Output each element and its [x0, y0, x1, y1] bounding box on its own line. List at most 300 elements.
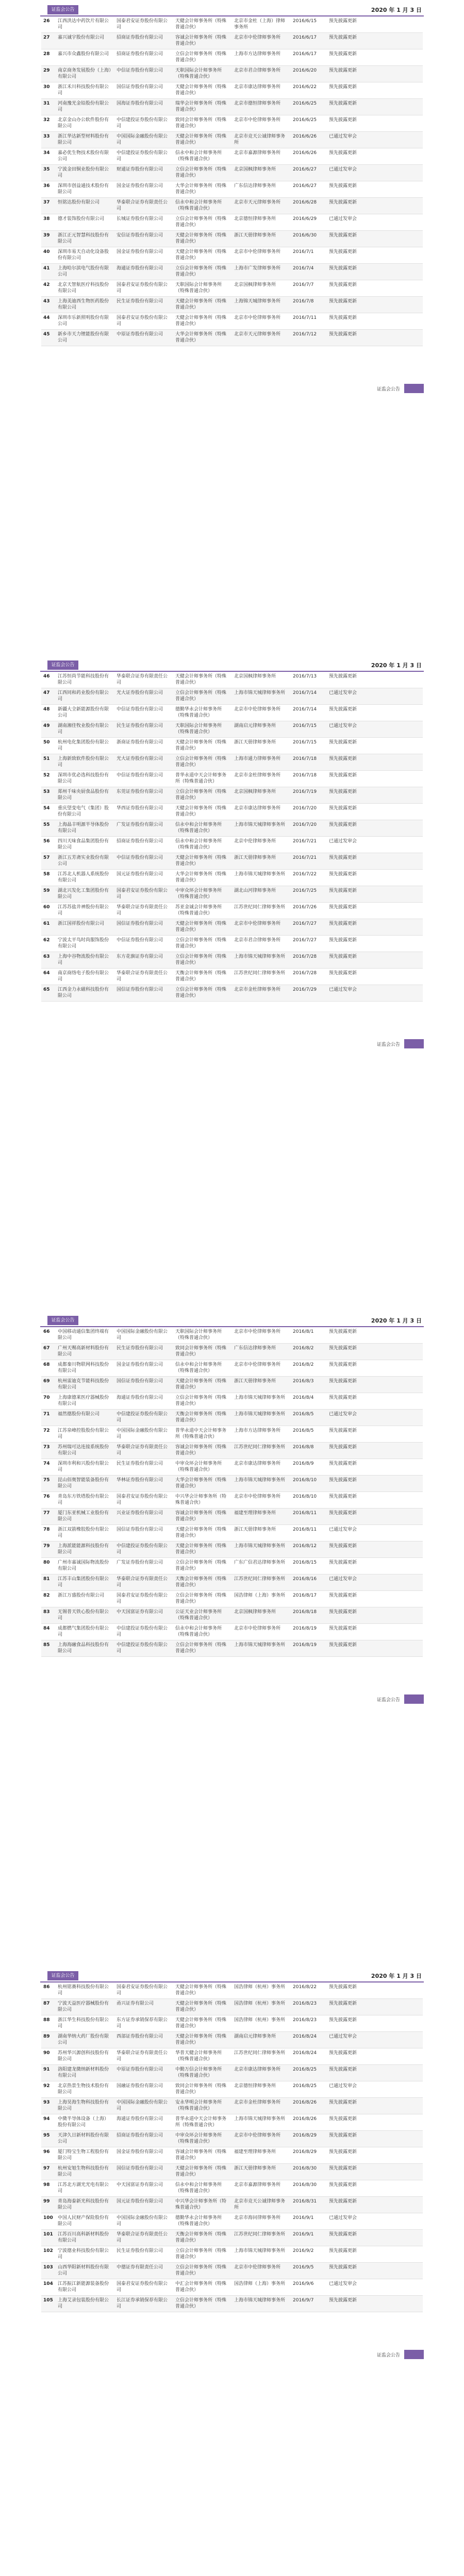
table-cell-col3: 民生证券股份有限公司	[117, 1346, 163, 1351]
table-cell-date: 2016/7/13	[293, 674, 317, 679]
table-cell-col5: 上海市锦天城律师事务所	[234, 1412, 286, 1417]
table-cell-status: 预先披露更新	[329, 1494, 357, 1499]
table-cell-col3: 华泰联合证券有限责任公司	[117, 1445, 168, 1456]
page-header	[40, 1968, 424, 1982]
table-cell-no: 93	[43, 2100, 50, 2105]
table-cell-name: 上海晶丰明源半导体股份有限公司	[58, 822, 109, 834]
table-cell-name: 浙江正元智慧科技股份有限公司	[58, 233, 109, 244]
table-cell-col5: 北京市海问律师事务所	[234, 2215, 281, 2221]
table-cell-name: 青岛东方铁塔股份有限公司	[58, 1494, 109, 1505]
table-cell-status: 预先披露更新	[329, 1379, 357, 1384]
table-cell-col3: 国泰君安证券股份有限公司	[117, 315, 168, 327]
table-cell-name: 重庆望变电气（集团）股份有限公司	[58, 806, 109, 817]
table-row	[41, 1360, 423, 1377]
table-cell-col5: 浙江天册律师事务所	[234, 1527, 276, 1532]
table-cell-name: 浙江禾川科技股份有限公司	[58, 84, 109, 96]
table-cell-col5: 北京市中伦律师事务所	[234, 315, 281, 320]
table-cell-col4: 天健会计师事务所（特殊普通合伙）	[175, 1985, 227, 1996]
table-cell-col3: 中天国富证券有限公司	[117, 1609, 163, 1615]
table-cell-col3: 华西证券股份有限公司	[117, 806, 163, 811]
table-row	[41, 2296, 423, 2312]
table-cell-col5: 北京市嘉源律师事务所	[234, 2182, 281, 2188]
table-row	[41, 2197, 423, 2213]
table-cell-no: 36	[43, 183, 50, 189]
table-cell-col3: 国信证券股份有限公司	[117, 1379, 163, 1384]
table-cell-no: 105	[43, 2298, 53, 2303]
table-cell-col5: 江苏世纪同仁律师事务所	[234, 1445, 286, 1450]
table-cell-col5: 北京市中伦律师事务所	[234, 1494, 281, 1499]
table-cell-name: 江西洪达中药饮片有限公司	[58, 19, 109, 30]
table-row	[41, 1558, 423, 1574]
table-cell-name: 深圳市易天自动化设备股份有限公司	[58, 249, 109, 261]
table-cell-col5: 北京德恒律师事务所	[234, 216, 276, 222]
table-cell-col5: 上海市锦天城律师事务所	[234, 1544, 286, 1549]
announcement-page	[40, 657, 424, 1307]
table-cell-no: 37	[43, 200, 50, 205]
table-cell-date: 2016/6/26	[293, 150, 317, 156]
table-cell-name: 嘉兴市众鑫股份有限公司	[58, 52, 109, 57]
table-row	[41, 705, 423, 721]
table-cell-name: 深圳市乐新照明股份有限公司	[58, 315, 109, 327]
table-cell-col4: 立信会计师事务所（特殊普通合伙）	[175, 2265, 227, 2276]
table-cell-col3: 华泰联合证券有限责任公司	[117, 674, 168, 685]
table-cell-col3: 民生证券股份有限公司	[117, 299, 163, 304]
table-cell-date: 2016/7/21	[293, 855, 317, 860]
footer-label: 证监会公告	[376, 2353, 400, 2358]
table-cell-status: 预先披露更新	[329, 1642, 357, 1648]
table-cell-no: 29	[43, 68, 50, 73]
table-cell-name: 青岛海泰新光科技股份有限公司	[58, 2199, 109, 2210]
header-tag: 证监会公告	[47, 660, 78, 670]
table-cell-name: 成都燃气集团股份有限公司	[58, 1626, 109, 1637]
table-cell-name: 新乡市天力锂能股份有限公司	[58, 332, 109, 343]
table-cell-col4: 天衡会计师事务所（特殊普通合伙）	[175, 1412, 227, 1423]
table-cell-col5: 北京市中伦律师事务所	[234, 921, 281, 926]
table-cell-name: 江苏恒尚节能科技股份有限公司	[58, 674, 109, 685]
table-cell-name: 江苏丰山集团股份有限公司	[58, 1577, 109, 1588]
table-cell-col4: 天职国际会计师事务所（特殊普通合伙）	[175, 723, 222, 735]
table-cell-name: 浙江华达新型材料股份有限公司	[58, 134, 109, 145]
table-cell-col5: 浙江天册律师事务所	[234, 2166, 276, 2171]
header-tag: 证监会公告	[47, 5, 78, 14]
table-cell-col4: 天职国际会计师事务所（特殊普通合伙）	[175, 1329, 222, 1341]
table-cell-status: 预先披露更新	[329, 1346, 357, 1351]
table-row	[41, 2279, 423, 2296]
table-cell-col5: 北京市康达律师事务所	[234, 1461, 281, 1466]
table-cell-status: 预先披露更新	[329, 2265, 357, 2270]
table-cell-date: 2016/8/26	[293, 2100, 317, 2105]
table-cell-status: 已通过发审会	[329, 216, 357, 222]
table-cell-status: 预先披露更新	[329, 773, 357, 778]
page-number-badge	[404, 1039, 424, 1048]
table-cell-name: 无锡普天铁心股份有限公司	[58, 1609, 109, 1621]
table-cell-name: 中微半导体设备（上海）股份有限公司	[58, 2116, 109, 2128]
table-cell-name: 浙江国祥股份有限公司	[58, 921, 105, 926]
table-cell-date: 2016/7/27	[293, 938, 317, 943]
table-cell-status: 预先披露更新	[329, 2298, 357, 2303]
table-cell-no: 40	[43, 249, 50, 255]
table-cell-col3: 中信建投证券股份有限公司	[117, 150, 168, 162]
table-cell-status: 预先披露更新	[329, 1544, 357, 1549]
table-cell-no: 71	[43, 1412, 50, 1417]
page-number-badge	[404, 2350, 424, 2359]
table-cell-col4: 立信会计师事务所（特殊普通合伙）	[175, 1642, 227, 1654]
table-cell-status: 预先披露更新	[329, 1609, 357, 1615]
footer-label: 证监会公告	[376, 387, 400, 392]
table-cell-name: 宁波天益医疗器械股份有限公司	[58, 2001, 109, 2012]
table-cell-name: 北京金山办公软件股份有限公司	[58, 117, 109, 129]
table-cell-date: 2016/7/29	[293, 987, 317, 992]
table-cell-no: 95	[43, 2133, 50, 2138]
table-cell-no: 38	[43, 216, 50, 222]
table-cell-no: 103	[43, 2265, 53, 2270]
table-cell-col4: 天健会计师事务所（特殊普通合伙）	[175, 19, 227, 30]
table-cell-date: 2016/8/11	[293, 1527, 317, 1532]
table-cell-name: 嘉兴诚宇股份有限公司	[58, 35, 105, 40]
table-cell-name: 深圳市利和兴股份有限公司	[58, 1461, 109, 1472]
table-cell-status: 已通过发审会	[329, 134, 357, 139]
table-cell-col3: 招商证券股份有限公司	[117, 52, 163, 57]
table-cell-no: 61	[43, 921, 50, 926]
table-cell-col4: 立信会计师事务所（特殊普通合伙）	[175, 266, 227, 277]
table-cell-no: 50	[43, 740, 50, 745]
table-cell-name: 江苏振江新能源装备股份有限公司	[58, 2281, 109, 2293]
table-cell-col5: 北京国枫律师事务所	[234, 789, 276, 794]
table-cell-status: 预先披露更新	[329, 806, 357, 811]
table-row	[41, 2098, 423, 2114]
table-cell-name: 四川天味食品集团股份有限公司	[58, 839, 109, 850]
table-cell-date: 2016/7/28	[293, 954, 317, 959]
table-cell-col5: 北京市金杜律师事务所	[234, 987, 281, 992]
table-cell-col3: 国信证券股份有限公司	[117, 987, 163, 992]
table-cell-col3: 国金证券股份有限公司	[117, 1362, 163, 1367]
announcement-page	[40, 2, 424, 651]
table-cell-status: 预先披露更新	[329, 888, 357, 893]
table-cell-date: 2016/8/31	[293, 2199, 317, 2204]
table-cell-no: 102	[43, 2248, 53, 2253]
table-cell-col3: 长城证券股份有限公司	[117, 216, 163, 222]
table-cell-status: 预先披露更新	[329, 68, 357, 73]
table-cell-col4: 致同会计师事务所（特殊普通合伙）	[175, 2083, 227, 2095]
table-cell-col3: 中国国际金融股份有限公司	[117, 2100, 168, 2111]
table-cell-col4: 大华会计师事务所（特殊普通合伙）	[175, 1478, 227, 1489]
table-cell-date: 2016/8/8	[293, 1445, 314, 1450]
table-cell-status: 预先披露更新	[329, 233, 357, 238]
table-cell-col3: 东莞证券股份有限公司	[117, 789, 163, 794]
table-cell-no: 67	[43, 1346, 50, 1351]
table-cell-date: 2016/6/25	[293, 117, 317, 123]
table-cell-col5: 北京市中伦律师事务所	[234, 2265, 281, 2270]
table-cell-col4: 天健会计师事务所（特殊普通合伙）	[175, 1379, 227, 1390]
table-row	[41, 870, 423, 886]
table-cell-col3: 中国国际金融股份有限公司	[117, 1428, 168, 1439]
table-row	[41, 198, 423, 214]
table-cell-no: 99	[43, 2199, 50, 2204]
table-cell-col3: 中信证券股份有限公司	[117, 773, 163, 778]
table-cell-col4: 立信会计师事务所（特殊普通合伙）	[175, 1560, 227, 1571]
table-row	[41, 2263, 423, 2279]
table-cell-col4: 华普天健会计师事务所（特殊普通合伙）	[175, 2050, 222, 2062]
table-cell-date: 2016/8/19	[293, 1626, 317, 1631]
table-cell-name: 上海新致软件股份有限公司	[58, 756, 109, 768]
table-cell-name: 恒铭达股份有限公司	[58, 200, 100, 205]
table-cell-col4: 中兴华会计师事务所（特殊普通合伙）	[175, 1494, 227, 1505]
table-cell-col5: 国浩律师（杭州）事务所	[234, 1985, 286, 1990]
table-cell-col3: 国泰君安证券股份有限公司	[117, 1985, 168, 1996]
table-cell-no: 90	[43, 2050, 50, 2056]
table-cell-no: 31	[43, 101, 50, 106]
table-cell-date: 2016/8/2	[293, 1362, 314, 1367]
table-cell-name: 江苏北人机器人系统股份有限公司	[58, 872, 109, 883]
table-cell-col3: 华泰联合证券有限责任公司	[117, 1577, 168, 1588]
table-cell-status: 预先披露更新	[329, 789, 357, 794]
table-cell-date: 2016/6/25	[293, 101, 317, 106]
table-cell-col4: 天衡会计师事务所（特殊普通合伙）	[175, 2232, 227, 2243]
table-cell-col5: 北京市君合律师事务所	[234, 68, 281, 73]
table-cell-col5: 北京市中伦律师事务所	[234, 1362, 281, 1367]
table-cell-col4: 大华会计师事务所（特殊普通合伙）	[175, 872, 227, 883]
table-cell-status: 预先披露更新	[329, 1560, 357, 1565]
table-cell-name: 湖南华纳大药厂股份有限公司	[58, 2034, 109, 2045]
table-cell-col5: 湖南启元律师事务所	[234, 2034, 276, 2039]
table-row	[41, 1525, 423, 1541]
table-cell-no: 33	[43, 134, 50, 139]
table-cell-date: 2016/7/7	[293, 282, 314, 287]
table-cell-no: 77	[43, 1511, 50, 1516]
table-cell-status: 预先披露更新	[329, 19, 357, 24]
table-cell-col5: 国浩律师（上海）事务所	[234, 2281, 286, 2286]
table-cell-col4: 立信会计师事务所（特殊普通合伙）	[175, 987, 227, 998]
table-row	[41, 1607, 423, 1624]
table-cell-col5: 北京市中伦律师事务所	[234, 249, 281, 255]
table-cell-col3: 中原证券股份有限公司	[117, 332, 163, 337]
table-cell-no: 98	[43, 2182, 50, 2188]
table-cell-date: 2016/8/3	[293, 1379, 314, 1384]
table-cell-col3: 华泰联合证券有限责任公司	[117, 200, 168, 211]
table-cell-name: 江西同和药业股份有限公司	[58, 690, 109, 702]
table-cell-date: 2016/7/4	[293, 266, 314, 271]
table-cell-col3: 中天国富证券有限公司	[117, 2182, 163, 2188]
table-cell-status: 预先披露更新	[329, 2199, 357, 2204]
table-row	[41, 1541, 423, 1558]
table-row	[41, 2180, 423, 2197]
table-cell-col4: 立信会计师事务所（特殊普通合伙）	[175, 167, 227, 178]
table-cell-no: 28	[43, 52, 50, 57]
table-cell-col3: 长江证券承销保荐有限公司	[117, 2298, 168, 2309]
table-cell-col5: 福建至理律师事务所	[234, 1511, 276, 1516]
table-row	[41, 721, 423, 738]
page-header	[40, 2, 424, 16]
table-cell-col4: 天健会计师事务所（特殊普通合伙）	[175, 134, 227, 145]
table-cell-date: 2016/7/26	[293, 905, 317, 910]
table-cell-date: 2016/7/14	[293, 707, 317, 712]
table-cell-name: 南京商络电子股份有限公司	[58, 971, 109, 982]
table-row	[41, 771, 423, 787]
table-row	[41, 132, 423, 148]
table-cell-name: 浙江五芳斋实业股份有限公司	[58, 855, 109, 867]
table-cell-status: 预先披露更新	[329, 674, 357, 679]
table-cell-no: 68	[43, 1362, 50, 1367]
table-cell-no: 91	[43, 2067, 50, 2072]
table-cell-name: 上海中谷物流股份有限公司	[58, 954, 109, 965]
table-cell-name: 苏州华兴源创科技股份有限公司	[58, 2050, 109, 2062]
table-row	[41, 1999, 423, 2015]
table-cell-no: 70	[43, 1395, 50, 1400]
page-footer	[40, 382, 424, 395]
table-cell-col4: 天健会计师事务所（特殊普通合伙）	[175, 921, 227, 933]
table-cell-no: 78	[43, 1527, 50, 1532]
table-cell-name: 嘉必优生物技术股份有限公司	[58, 150, 109, 162]
table-cell-col3: 东方证券承销保荐有限公司	[117, 2018, 168, 2029]
table-cell-col3: 海通证券股份有限公司	[117, 2116, 163, 2122]
header-date: 2020 年 1 月 3 日	[371, 662, 422, 669]
table-cell-col5: 上海市锦天城律师事务所	[234, 1395, 286, 1400]
table-cell-col3: 华泰联合证券有限责任公司	[117, 971, 168, 982]
header-tag: 证监会公告	[47, 1971, 78, 1980]
table-cell-col3: 国金证券股份有限公司	[117, 2149, 163, 2155]
table-cell-col4: 立信会计师事务所（特殊普通合伙）	[175, 789, 227, 801]
table-cell-status: 预先披露更新	[329, 2149, 357, 2155]
table-cell-no: 69	[43, 1379, 50, 1384]
footer-label: 证监会公告	[376, 1698, 400, 1703]
table-cell-col5: 江苏世纪同仁律师事务所	[234, 905, 286, 910]
table-cell-col3: 华泰联合证券有限责任公司	[117, 2050, 168, 2062]
table-cell-col5: 上海市方达律师事务所	[234, 1428, 281, 1433]
table-cell-status: 预先披露更新	[329, 266, 357, 271]
table-cell-status: 预先披露更新	[329, 249, 357, 255]
table-cell-date: 2016/8/22	[293, 1985, 317, 1990]
table-cell-name: 郑州千味央厨食品股份有限公司	[58, 789, 109, 801]
table-cell-col4: 信永中和会计师事务所（特殊普通合伙）	[175, 839, 222, 850]
table-cell-date: 2016/9/1	[293, 2232, 314, 2237]
table-cell-status: 预先披露更新	[329, 2116, 357, 2122]
table-cell-name: 上海美迪西生物医药股份有限公司	[58, 299, 109, 310]
table-cell-col5: 上海市锦天城律师事务所	[234, 2116, 286, 2122]
table-cell-date: 2016/6/27	[293, 167, 317, 172]
table-cell-col5: 湖南启元律师事务所	[234, 723, 276, 728]
table-cell-col3: 财通证券股份有限公司	[117, 167, 163, 172]
table-cell-col3: 国泰君安证券股份有限公司	[117, 19, 168, 30]
table-cell-date: 2016/6/20	[293, 68, 317, 73]
table-cell-no: 47	[43, 690, 50, 696]
table-cell-col5: 北京市君合律师事务所	[234, 938, 281, 943]
table-row	[41, 1459, 423, 1476]
table-cell-status: 预先披露更新	[329, 2232, 357, 2237]
table-cell-status: 预先披露更新	[329, 299, 357, 304]
table-cell-status: 预先披露更新	[329, 150, 357, 156]
table-cell-no: 81	[43, 1577, 50, 1582]
table-cell-col3: 国信证券股份有限公司	[117, 1527, 163, 1532]
table-cell-col4: 容诚会计师事务所（特殊普通合伙）	[175, 2149, 227, 2161]
table-row	[41, 2065, 423, 2081]
table-cell-col5: 江苏世纪同仁律师事务所	[234, 971, 286, 976]
table-cell-col3: 中信建投证券股份有限公司	[117, 117, 168, 129]
table-cell-col5: 广东信达律师事务所	[234, 183, 276, 189]
table-cell-status: 已通过发审会	[329, 2083, 357, 2089]
table-cell-col4: 立信会计师事务所（特殊普通合伙）	[175, 2248, 227, 2260]
table-cell-col4: 中勤万信会计师事务所（特殊普通合伙）	[175, 2067, 222, 2078]
table-cell-col3: 兴业证券股份有限公司	[117, 1511, 163, 1516]
table-cell-no: 41	[43, 266, 50, 271]
table-cell-col5: 浙江天册律师事务所	[234, 233, 276, 238]
table-cell-status: 预先披露更新	[329, 2067, 357, 2072]
table-cell-status: 预先披露更新	[329, 282, 357, 287]
table-cell-date: 2016/7/19	[293, 789, 317, 794]
table-cell-date: 2016/8/12	[293, 1544, 317, 1549]
table-cell-date: 2016/7/20	[293, 822, 317, 827]
table-cell-name: 北京热景生物技术股份有限公司	[58, 2083, 109, 2095]
table-cell-status: 已通过发审会	[329, 2281, 357, 2286]
table-cell-no: 89	[43, 2034, 50, 2039]
table-row	[41, 919, 423, 936]
table-cell-col4: 天健会计师事务所（特殊普通合伙）	[175, 1544, 227, 1555]
table-cell-date: 2016/8/29	[293, 2133, 317, 2138]
table-cell-no: 73	[43, 1445, 50, 1450]
page-number-badge	[404, 384, 424, 393]
header-date: 2020 年 1 月 3 日	[371, 1317, 422, 1324]
table-cell-status: 预先披露更新	[329, 872, 357, 877]
table-cell-date: 2016/8/5	[293, 1428, 314, 1433]
table-cell-name: 宁波太平鸟时尚服饰股份有限公司	[58, 938, 109, 949]
table-cell-col4: 中汇会计师事务所（特殊普通合伙）	[175, 2281, 227, 2293]
table-cell-col5: 福建至理律师事务所	[234, 2149, 276, 2155]
table-cell-col5: 上海市广发律师事务所	[234, 266, 281, 271]
table-row	[41, 214, 423, 231]
table-cell-status: 预先披露更新	[329, 1428, 357, 1433]
table-cell-date: 2016/8/16	[293, 1577, 317, 1582]
table-cell-name: 江苏泉峰控股股份有限公司	[58, 1428, 109, 1439]
table-row	[41, 754, 423, 771]
table-cell-status: 预先披露更新	[329, 2248, 357, 2253]
table-row	[41, 1426, 423, 1443]
table-cell-col3: 国金证券股份有限公司	[117, 183, 163, 189]
table-cell-status: 预先披露更新	[329, 2133, 357, 2138]
table-cell-date: 2016/8/10	[293, 1494, 317, 1499]
table-cell-date: 2016/9/2	[293, 2248, 314, 2253]
table-cell-col4: 信永中和会计师事务所（特殊普通合伙）	[175, 1362, 222, 1374]
table-cell-col4: 天健会计师事务所（特殊普通合伙）	[175, 233, 227, 244]
table-cell-col4: 德勤华永会计师事务所（特殊普通合伙）	[175, 707, 222, 718]
table-cell-col3: 中国国际金融股份有限公司	[117, 1329, 168, 1341]
table-cell-col4: 天健会计师事务所（特殊普通合伙）	[175, 299, 227, 310]
table-cell-col3: 中德证券有限责任公司	[117, 2265, 163, 2270]
table-cell-col5: 广东广信君达律师事务所	[234, 1560, 286, 1565]
table-row	[41, 2230, 423, 2246]
table-cell-status: 已通过发审会	[329, 1577, 357, 1582]
table-cell-no: 63	[43, 954, 50, 959]
table-row	[41, 1476, 423, 1492]
table-cell-status: 预先披露更新	[329, 200, 357, 205]
table-cell-col4: 致同会计师事务所（特殊普通合伙）	[175, 1346, 227, 1357]
table-row	[41, 2147, 423, 2164]
table-cell-date: 2016/8/25	[293, 2083, 317, 2089]
table-cell-col5: 北京市康达律师事务所	[234, 806, 281, 811]
table-cell-status: 预先披露更新	[329, 954, 357, 959]
table-cell-col5: 北京国枫律师事务所	[234, 1609, 276, 1615]
table-cell-no: 65	[43, 987, 50, 992]
table-cell-col5: 上海市锦天城律师事务所	[234, 872, 286, 877]
table-cell-date: 2016/7/18	[293, 756, 317, 761]
table-cell-col5: 北京市中伦律师事务所	[234, 707, 281, 712]
table-cell-date: 2016/8/15	[293, 1560, 317, 1565]
table-cell-col5: 北京市中伦律师事务所	[234, 35, 281, 40]
table-cell-col3: 光大证券股份有限公司	[117, 690, 163, 696]
table-cell-name: 上海艾录包装股份有限公司	[58, 2298, 109, 2309]
table-cell-status: 预先披露更新	[329, 117, 357, 123]
table-row	[41, 1640, 423, 1657]
company-table	[41, 1982, 423, 2312]
table-cell-date: 2016/6/28	[293, 200, 317, 205]
